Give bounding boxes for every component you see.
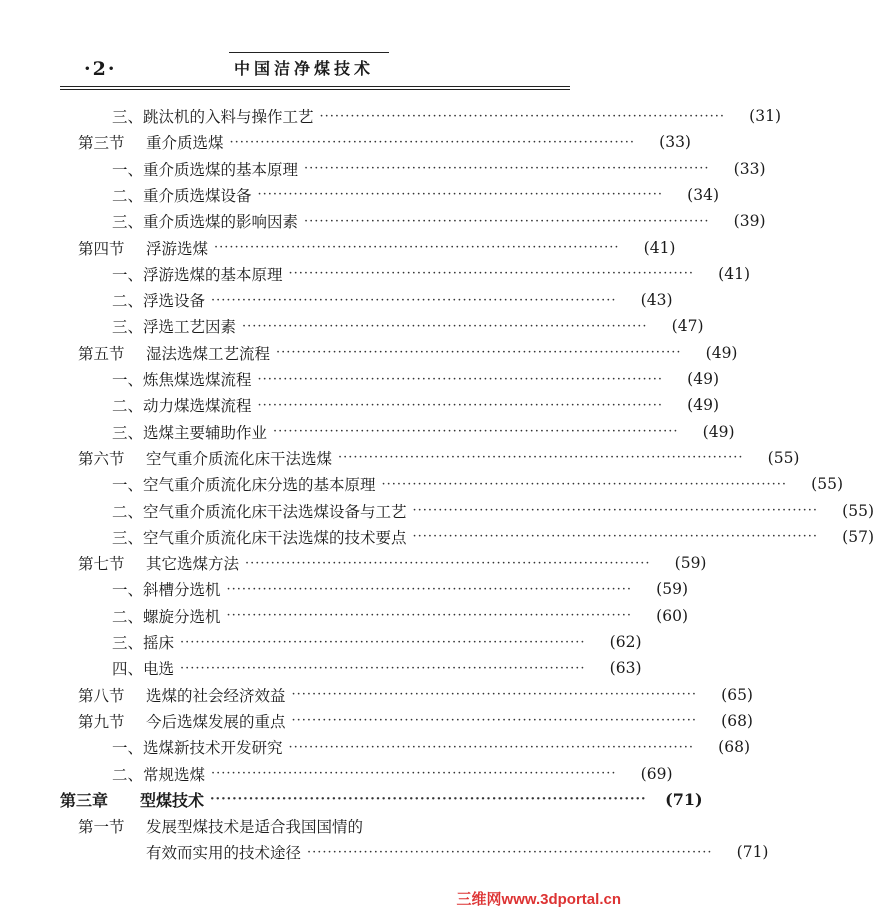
toc-entry-text: 浮选设备 [143,292,206,311]
toc-page-number: (49) [705,343,738,362]
toc-entry-label: 一、 [112,739,144,758]
toc-entry [112,655,642,681]
toc-entry-text: 重介质选煤的基本原理 [143,160,299,179]
toc-entry-text: 浮游选煤的基本原理 [143,265,283,284]
toc-entry-label: 二、 [112,186,144,205]
toc-leader-dots: ··············································································· [257,187,663,203]
toc-entry-title [112,631,174,653]
toc-entry-label: 二、 [112,607,144,626]
toc-entry-text: 空气重介质流化床干法选煤 [146,449,333,468]
toc-entry-label: 一、 [112,476,144,495]
watermark: 三维网www.3dportal.cn [456,891,621,908]
toc-entry-text: 重介质选煤设备 [143,186,252,205]
toc-entry [112,103,781,129]
toc-entry-text: 重介质选煤 [146,134,224,153]
toc-entry-title [78,237,208,259]
toc-leader-dots: ··············································································· [226,581,632,597]
toc-page-number: (33) [733,159,766,178]
toc-entry-title [112,578,221,600]
toc-page-number: (39) [733,212,766,231]
toc-entry-title [78,684,286,706]
toc-leader-dots: ··············································································· [273,424,679,440]
toc-entry-text: 选煤的社会经济效益 [146,686,286,705]
toc-page-number: (63) [609,659,642,678]
toc-page-number: (57) [842,527,874,546]
toc-page-number: (31) [749,107,781,125]
toc-page-number: (71) [665,790,703,810]
toc-page-number: (65) [721,685,753,704]
toc-entry-title [112,315,236,337]
toc-entry-label: 三、 [112,108,144,126]
toc-entry-label: 二、 [112,765,144,784]
toc-entry-title [112,473,376,495]
toc-page-number: (71) [736,843,769,862]
toc-leader-dots: ··············································································· [214,240,620,255]
toc-section [78,129,691,155]
toc-entry-label: 一、 [112,371,144,389]
toc-leader-dots: ··············································································· [304,213,710,229]
toc-entry-label: 第五节 [78,344,125,363]
toc-entry-title [78,342,270,364]
toc-entry-label: 第六节 [78,449,125,468]
toc-entry-title [112,763,205,785]
toc-entry-title [78,710,286,732]
toc-entry-text: 空气重介质流化床干法选煤设备与工艺 [143,502,407,521]
toc-page-number: (41) [718,264,750,283]
toc-leader-dots: ··············································································· [288,739,694,755]
toc-section [78,708,753,734]
toc-entry-text: 发展型煤技术是适合我国国情的 [146,818,364,837]
toc-entry-text: 炼焦煤选煤流程 [143,371,252,389]
toc-entry-title [112,526,407,548]
toc-leader-dots: ··············································································· [412,503,818,518]
toc-entry-title [60,788,204,811]
toc-entry-title [112,158,298,180]
toc-entry-text: 选煤新技术开发研究 [143,739,283,758]
toc-entry-text: 有效而实用的技术途径 [146,844,302,863]
toc-entry [112,419,735,445]
toc-entry-title [78,552,239,574]
toc-leader-dots: ··············································································· [180,634,586,650]
toc-entry-title [78,815,363,837]
toc-entry-text: 重介质选煤的影响因素 [143,213,299,232]
toc-entry-title [112,368,252,390]
toc-entry [112,156,766,182]
toc-entry-label: 三、 [112,528,144,547]
toc-entry [112,761,673,787]
toc-entry-label: 一、 [112,581,144,600]
toc-leader-dots: ··············································································· [229,134,635,150]
toc-entry-text: 浮游选煤 [146,239,209,258]
toc-leader-dots: ··············································································· [245,555,651,571]
toc-entry [146,839,769,865]
toc-leader-dots: ··············································································· [381,476,787,492]
toc-entry [112,629,642,655]
toc-entry-label: 三、 [112,213,144,232]
toc-page-number: (41) [643,238,676,257]
toc-section [78,813,566,839]
toc-entry-title [112,263,283,285]
toc-entry-label: 四、 [112,660,144,679]
toc-leader-dots: ··············································································· [338,450,744,466]
toc-leader-dots: ··············································································· [210,792,647,808]
toc-page-number: (49) [702,422,735,441]
toc-entry-title [112,500,407,522]
toc-entry-text: 动力煤选煤流程 [143,397,252,416]
toc-leader-dots: ··············································································· [319,108,725,124]
toc-page-number: (55) [767,448,800,467]
toc-entry [112,366,719,392]
toc-leader-dots: ··············································································· [304,161,710,177]
toc-entry-label: 三、 [112,634,144,652]
toc-section [78,235,676,261]
toc-entry [112,603,688,629]
toc-page-number: (55) [842,501,874,520]
toc-entry-title [146,841,301,863]
toc-entry [112,261,750,287]
toc-leader-dots: ··············································································· [276,345,682,361]
toc-entry [112,287,673,313]
toc-entry-title [112,736,283,758]
toc-entry-text: 浮选工艺因素 [143,318,237,337]
toc-page-number: (49) [687,396,719,415]
toc-entry-text: 空气重介质流化床干法选煤的技术要点 [143,528,407,547]
toc-entry [112,182,719,208]
toc-page-number: (69) [640,764,673,783]
toc-entry-text: 电选 [143,660,175,679]
toc-entry-label: 第九节 [78,712,125,731]
toc-chapter [60,787,703,813]
toc-leader-dots: ··············································································· [307,844,713,860]
toc-page-number: (68) [718,738,750,757]
toc-entry-text: 摇床 [143,634,175,652]
toc-entry-title [78,131,224,153]
toc-entry-text: 常规选煤 [143,765,206,784]
toc-page-number: (49) [687,370,719,388]
toc-entry-title [112,394,252,416]
toc-section [78,445,800,471]
toc-entry-title [112,184,252,206]
toc-entry [112,313,704,339]
toc-page-number: (43) [640,291,673,310]
toc-entry-text: 选煤主要辅助作业 [143,423,268,442]
toc-entry [112,734,750,760]
toc-entry-label: 三、 [112,423,144,442]
toc-entry-text: 空气重介质流化床分选的基本原理 [143,476,376,495]
toc-entry-title [112,105,314,127]
toc-leader-dots: ··············································································· [288,266,694,282]
toc-entry-text: 其它选煤方法 [146,555,240,574]
toc-entry-title [112,605,221,627]
toc-entry-label: 三、 [112,318,144,337]
toc-entry-text: 湿法选煤工艺流程 [146,344,271,363]
toc-leader-dots: ··············································································· [180,660,586,676]
toc-leader-dots: ··············································································· [291,713,697,729]
toc-page-number: (34) [687,185,719,204]
toc-entry-text: 斜槽分选机 [143,581,221,600]
toc-entry-label: 一、 [112,265,144,284]
running-title: 中国洁净煤技术 [234,59,375,78]
toc-entry-title [112,289,205,311]
toc-page-number: (47) [671,317,704,336]
toc-entry-label: 第一节 [78,818,125,837]
toc-entry-title [78,447,332,469]
toc-page-number: (59) [656,580,688,599]
toc-entry-text: 螺旋分选机 [143,607,221,626]
toc-page-number: (62) [609,633,642,651]
toc-page-number: (59) [674,554,707,573]
toc-entry-label: 第八节 [78,686,125,705]
toc-entry-label: 第七节 [78,555,125,574]
toc-section [78,550,707,576]
toc-leader-dots: ··············································································· [211,292,617,308]
toc-page-number: (68) [721,711,753,730]
toc-entry [112,208,766,234]
toc-entry-label: 第三章 [60,791,109,811]
toc-leader-dots: ··············································································· [291,687,697,703]
toc-entry-text: 型煤技术 [140,791,205,811]
toc-entry-title [112,657,174,679]
toc-leader-dots: ··············································································· [257,371,663,387]
toc-entry-text: 跳汰机的入料与操作工艺 [143,108,314,126]
toc-page-number: (55) [811,475,843,494]
toc-entry [112,524,874,550]
toc-entry [112,576,688,602]
toc-entry-title [112,421,267,443]
toc-entry-text: 今后选煤发展的重点 [146,712,286,731]
toc-entry-label: 二、 [112,397,144,416]
toc-leader-dots: ··············································································· [211,766,617,781]
toc-page-number: (60) [656,606,688,625]
toc-entry-label: 第四节 [78,239,125,258]
toc-leader-dots: ··············································································· [412,529,818,545]
toc-entry-label: 第三节 [78,134,125,153]
page-number: ·2· [84,58,117,80]
toc-leader-dots: ··············································································· [242,318,648,334]
toc-leader-dots: ··············································································· [226,608,632,624]
toc-section [78,340,738,366]
toc-entry-label: 一、 [112,160,144,179]
toc-entry-label: 二、 [112,292,144,311]
toc-entry-title [112,210,298,232]
toc-entry [112,392,719,418]
toc-section [78,682,753,708]
toc-leader-dots: ··············································································· [257,397,663,413]
toc-entry [112,498,874,524]
toc-entry [112,471,843,497]
toc-page-number: (33) [659,133,691,152]
toc-entry-label: 二、 [112,502,144,521]
